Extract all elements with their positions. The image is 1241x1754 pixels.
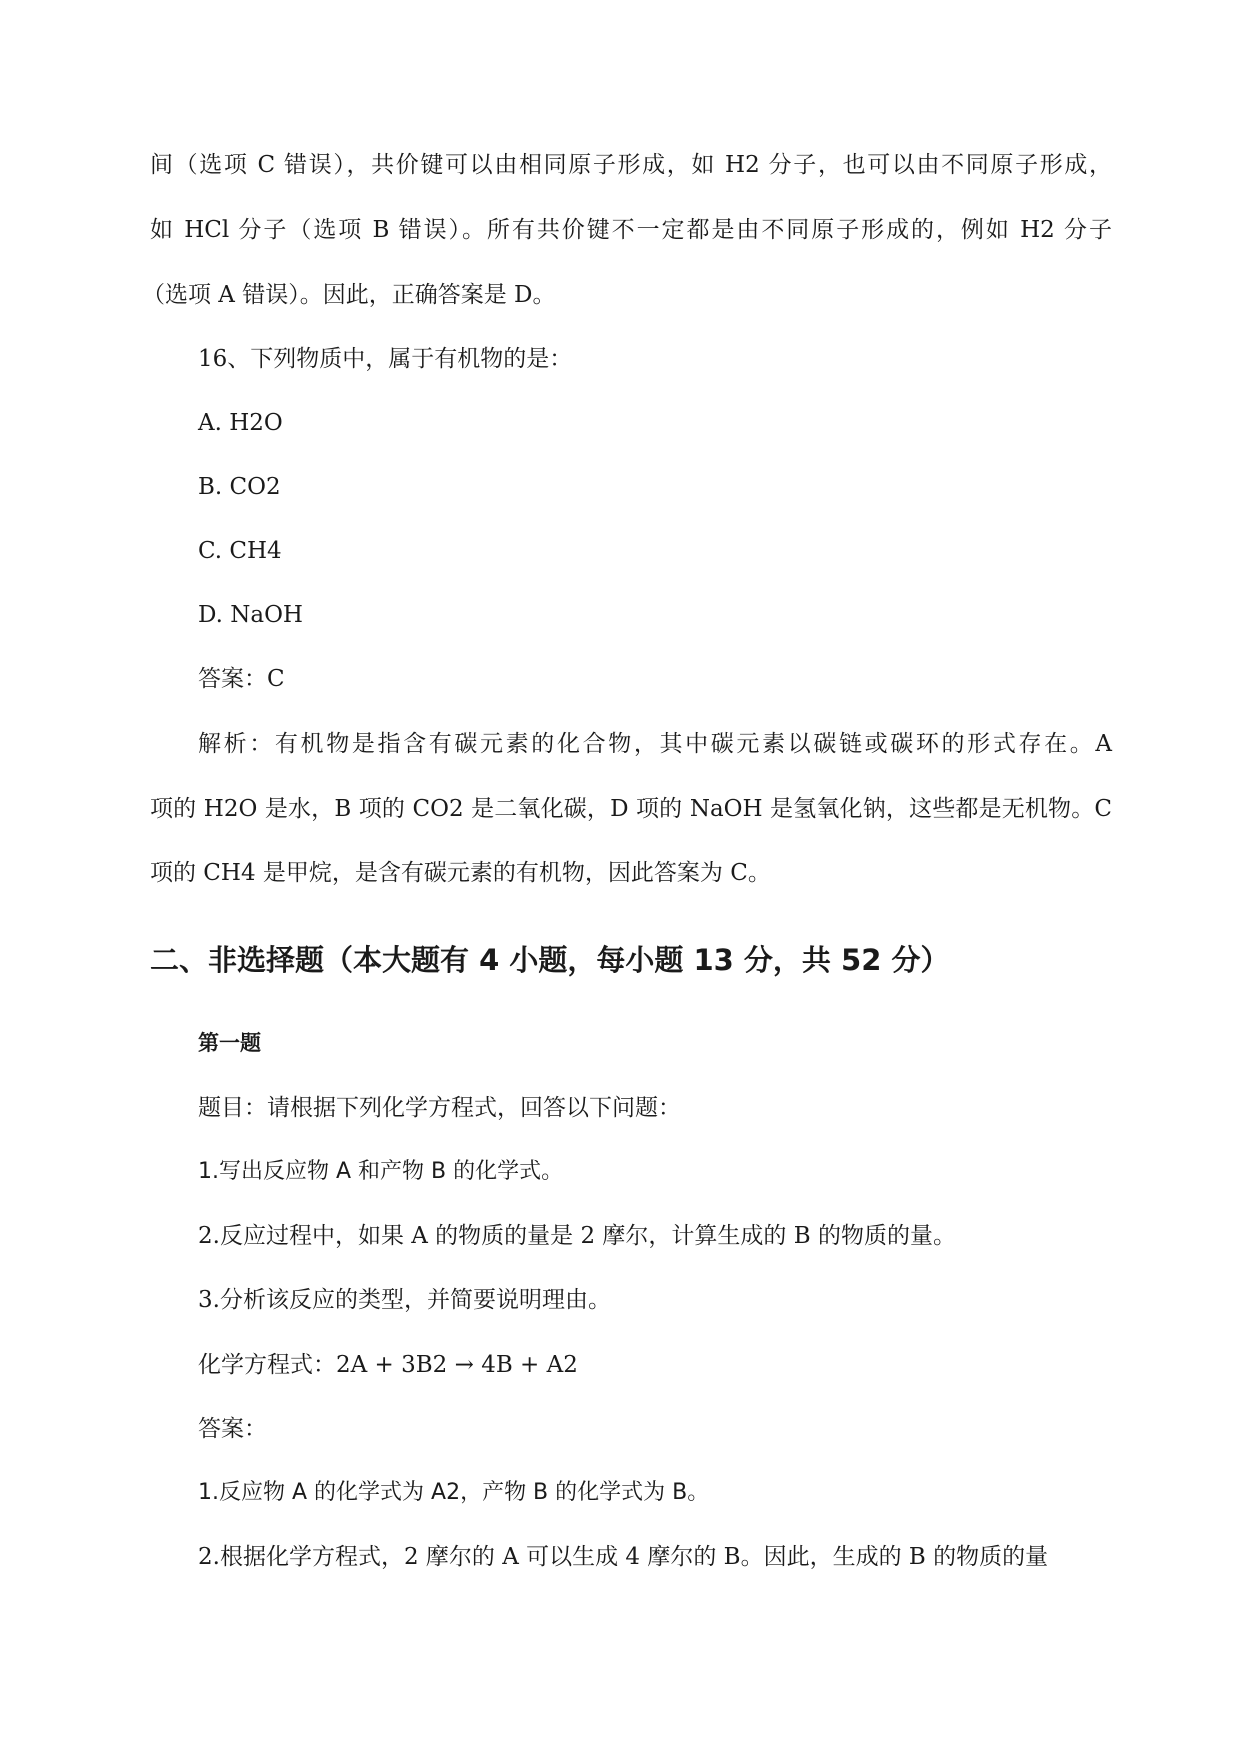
- chemical-equation: 化学方程式：2A + 3B2 → 4B + A2: [198, 1352, 578, 1378]
- analysis-line: 解析：有机物是指含有碳元素的化合物，其中碳元素以碳链或碳环的形式存在。A: [198, 731, 1112, 757]
- answer-item: 1.反应物 A 的化学式为 A2，产物 B 的化学式为 B。: [198, 1480, 710, 1505]
- paragraph-line: 间（选项 C 错误），共价键可以由相同原子形成，如 H2 分子，也可以由不同原子形成，: [150, 152, 1112, 178]
- answer-line: 答案：C: [198, 666, 285, 692]
- answer-label: 答案：: [198, 1416, 267, 1442]
- analysis-line: 项的 CH4 是甲烷，是含有碳元素的有机物，因此答案为 C。: [150, 860, 771, 886]
- question-title: 第一题: [198, 1031, 261, 1055]
- answer-item: 2.根据化学方程式，2 摩尔的 A 可以生成 4 摩尔的 B。因此，生成的 B 的物质的量: [198, 1544, 1049, 1570]
- question-stem: 16、下列物质中，属于有机物的是：: [198, 346, 573, 372]
- section-heading: 二、非选择题（本大题有 4 小题，每小题 13 分，共 52 分）: [150, 943, 950, 977]
- option-b: B. CO2: [198, 474, 281, 500]
- analysis-line: 项的 H2O 是水，B 项的 CO2 是二氧化碳，D 项的 NaOH 是氢氧化钠，这些都是无机物。C: [150, 796, 1112, 822]
- sub-question: 3.分析该反应的类型，并简要说明理由。: [198, 1287, 611, 1313]
- sub-question: 1.写出反应物 A 和产物 B 的化学式。: [198, 1159, 564, 1184]
- option-c: C. CH4: [198, 538, 282, 564]
- paragraph-line: （选项 A 错误）。因此，正确答案是 D。: [142, 282, 556, 308]
- option-d: D. NaOH: [198, 602, 303, 628]
- question-prompt: 题目：请根据下列化学方程式，回答以下问题：: [198, 1095, 681, 1121]
- paragraph-line: 如 HCl 分子（选项 B 错误）。所有共价键不一定都是由不同原子形成的，例如 H2 分子: [150, 217, 1112, 243]
- option-a: A. H2O: [198, 410, 283, 436]
- sub-question: 2.反应过程中，如果 A 的物质的量是 2 摩尔，计算生成的 B 的物质的量。: [198, 1223, 956, 1249]
